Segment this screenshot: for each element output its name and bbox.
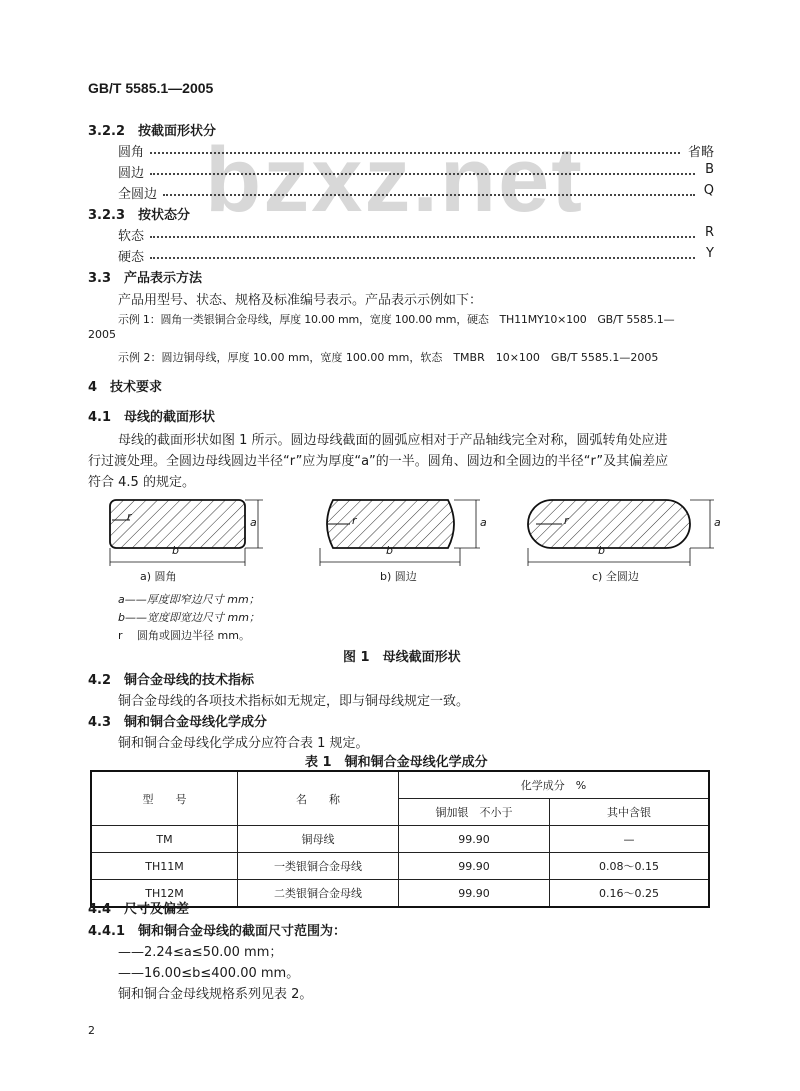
item-label: 硬态	[118, 250, 145, 265]
range-a: ——2.24≤a≤50.00 mm；	[118, 945, 283, 960]
cell-cu: 99.90	[399, 853, 550, 880]
thickness-label: a	[714, 516, 721, 529]
section-4-1-title: 4.1 母线的截面形状	[88, 410, 216, 425]
section-4-title: 4 技术要求	[88, 380, 163, 395]
thickness-label: a	[480, 516, 487, 529]
section-full-round-edge	[528, 500, 714, 566]
example-1: 示例 1：圆角一类银铜合金母线，厚度 10.00 mm，宽度 100.00 mm，硬态 TH11MY10×100 GB/T 5585.1—	[118, 313, 675, 326]
cell-name: 一类银铜合金母线	[238, 853, 399, 880]
table-row	[91, 853, 709, 880]
item-label: 软态	[118, 229, 145, 244]
item-label: 全圆边	[118, 187, 158, 202]
example-2: 示例 2：圆边铜母线，厚度 10.00 mm，宽度 100.00 mm，软态 TMBR 10×100 GB/T 5585.1—2005	[118, 351, 659, 364]
cell-ag: 0.08～0.15	[550, 853, 710, 880]
section-rounded-corner	[110, 500, 263, 566]
section-4-2-title: 4.2 铜合金母线的技术指标	[88, 673, 255, 688]
table-1	[90, 770, 710, 908]
width-label: b	[172, 544, 179, 557]
header-chem: 化学成分 %	[399, 771, 710, 799]
figure-caption-b: b) 圆边	[380, 570, 417, 583]
section-4-3-title: 4.3 铜和铜合金母线化学成分	[88, 715, 268, 730]
thickness-label: a	[250, 516, 257, 529]
legend-r: r 圆角或圆边半径 mm。	[118, 629, 250, 642]
radius-label: r	[352, 514, 357, 527]
header-ag: 其中含银	[550, 799, 710, 826]
header-name: 名 称	[238, 771, 399, 826]
cell-model: TM	[91, 826, 238, 853]
cell-cu: 99.90	[399, 880, 550, 908]
cell-model: TH11M	[91, 853, 238, 880]
standard-code: GB/T 5585.1—2005	[88, 80, 214, 96]
section-4-1-para: 母线的截面形状如图 1 所示。圆边母线截面的圆弧应相对于产品轴线完全对称，圆弧转角处应进	[118, 433, 668, 448]
range-b: ——16.00≤b≤400.00 mm。	[118, 966, 300, 981]
item-value: Q	[703, 183, 714, 198]
cell-ag: —	[550, 826, 710, 853]
item-value: R	[704, 225, 714, 240]
dot-leader	[150, 257, 695, 259]
watermark: bzxz.net	[205, 129, 584, 231]
cell-ag: 0.16～0.25	[550, 880, 710, 908]
cell-name: 二类银铜合金母线	[238, 880, 399, 908]
dot-leader	[163, 194, 695, 196]
cell-model: TH12M	[91, 880, 238, 908]
header-cu: 铜加银 不小于	[399, 799, 550, 826]
cell-cu: 99.90	[399, 826, 550, 853]
section-4-4-title: 4.4 尺寸及偏差	[88, 902, 190, 917]
section-rounded-edge	[320, 500, 480, 566]
section-4-1-para: 行过渡处理。全圆边母线圆边半径“r”应为厚度“a”的一半。圆角、圆边和全圆边的半径“r”及其偏差应	[88, 454, 669, 469]
figure-caption-a: a) 圆角	[140, 570, 177, 583]
section-3-2-2-title: 3.2.2 按截面形状分	[88, 124, 217, 139]
item-value: Y	[706, 246, 714, 261]
width-label: b	[386, 544, 393, 557]
figure-caption-c: c) 全圆边	[592, 570, 639, 583]
section-3-3-title: 3.3 产品表示方法	[88, 271, 203, 286]
item-label: 圆边	[118, 166, 145, 181]
item-label: 圆角	[118, 145, 145, 160]
section-4-4-1-title: 4.4.1 铜和铜合金母线的截面尺寸范围为：	[88, 924, 347, 939]
legend-b: b——宽度即宽边尺寸 mm；	[118, 611, 260, 624]
section-3-2-3-title: 3.2.3 按状态分	[88, 208, 191, 223]
page-number: 2	[88, 1024, 95, 1037]
header-model: 型 号	[91, 771, 238, 826]
dot-leader	[150, 236, 695, 238]
figure-1-title: 图 1 母线截面形状	[343, 650, 461, 665]
section-4-3-text: 铜和铜合金母线化学成分应符合表 1 规定。	[118, 736, 369, 751]
section-3-3-intro: 产品用型号、状态、规格及标准编号表示。产品表示示例如下：	[118, 293, 483, 308]
example-1-continued: 2005	[88, 328, 116, 341]
radius-label: r	[127, 510, 132, 523]
radius-label: r	[564, 514, 569, 527]
dot-leader	[150, 173, 695, 175]
section-4-4-1-text: 铜和铜合金母线规格系列见表 2。	[118, 987, 313, 1002]
width-label: b	[598, 544, 605, 557]
table-row	[91, 826, 709, 853]
section-4-1-para: 符合 4.5 的规定。	[88, 475, 195, 490]
legend-a: a——厚度即窄边尺寸 mm；	[118, 593, 260, 606]
section-4-2-text: 铜合金母线的各项技术指标如无规定，即与铜母线规定一致。	[118, 694, 470, 709]
table-1-title: 表 1 铜和铜合金母线化学成分	[305, 755, 488, 770]
cell-name: 铜母线	[238, 826, 399, 853]
dot-leader	[150, 152, 680, 154]
item-value: B	[705, 162, 714, 177]
item-value: 省略	[687, 145, 714, 160]
